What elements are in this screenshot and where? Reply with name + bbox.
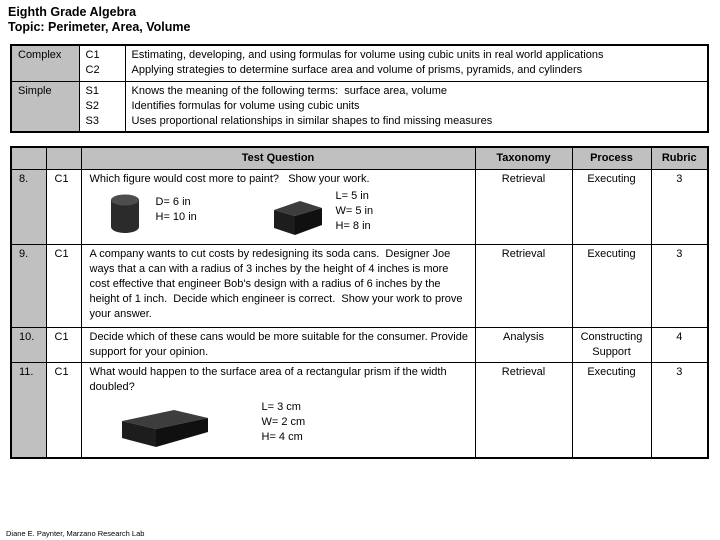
figure-area (90, 187, 469, 241)
objective-descriptions (125, 81, 708, 132)
prism-dimensions (336, 189, 374, 234)
cylinder-icon (108, 193, 142, 240)
complexity-label: Complex (11, 45, 79, 81)
rubric-value: 4 (651, 328, 708, 363)
objective-description: Uses proportional relationships in similar shapes to find missing measures (131, 114, 493, 127)
header-rubric: Rubric (651, 147, 708, 170)
questions-table (10, 146, 709, 459)
cylinder-dimensions (156, 195, 197, 225)
page-subtitle: Topic: Perimeter, Area, Volume (8, 20, 191, 34)
dimension-label: D= 6 in (155, 196, 191, 208)
title-block (8, 5, 190, 35)
process-value: Executing (572, 363, 651, 458)
dimension-label: W= 2 cm (261, 416, 306, 428)
question-number: 8. (11, 170, 46, 245)
objective-descriptions (125, 45, 708, 81)
table-row (11, 81, 708, 132)
objective-codes (79, 45, 125, 81)
objective-code: S2 (85, 99, 99, 112)
dimension-label: L= 3 cm (261, 401, 301, 413)
dimension-label: H= 8 in (335, 220, 371, 232)
question-number: 11. (11, 363, 46, 458)
objective-codes (79, 81, 125, 132)
process-value: Constructing Support (572, 328, 651, 363)
prism-icon (270, 197, 324, 242)
question-code: C1 (46, 170, 81, 245)
objective-code: S3 (85, 114, 99, 127)
process-value: Executing (572, 245, 651, 328)
footer-credit: Diane E. Paynter, Marzano Research Lab (6, 529, 145, 538)
table-row (11, 328, 708, 363)
table-row (11, 363, 708, 458)
table-row (11, 45, 708, 81)
question-cell (81, 170, 475, 245)
header-test-question: Test Question (81, 147, 475, 170)
question-text: Decide which of these cans would be more suitable for the consumer. Provide support for your opinion. (89, 331, 472, 358)
question-code: C1 (46, 245, 81, 328)
header-process: Process (572, 147, 651, 170)
table-row (11, 170, 708, 245)
question-text: A company wants to cut costs by redesigning its soda cans. Designer Joe ways that a can with a radius of 3 inches by the height of 4 inches is more cost effective that engineer Bob's design with a radius of 6 inches by the height of 1 inch. Decide which engineer is correct. Show your work to prove your answer. (89, 248, 466, 320)
objectives-table (10, 44, 709, 133)
rubric-value: 3 (651, 363, 708, 458)
question-number: 9. (11, 245, 46, 328)
header-taxonomy: Taxonomy (475, 147, 572, 170)
objective-code: C1 (85, 49, 100, 61)
question-cell (81, 328, 475, 363)
process-value: Executing (572, 170, 651, 245)
taxonomy-value: Analysis (475, 328, 572, 363)
question-code: C1 (46, 363, 81, 458)
dimension-label: L= 5 in (335, 190, 369, 202)
dimension-label: W= 5 in (335, 205, 374, 217)
dimension-label: H= 10 in (155, 211, 197, 223)
table-row (11, 245, 708, 328)
taxonomy-value: Retrieval (475, 363, 572, 458)
page-title: Eighth Grade Algebra (8, 5, 137, 19)
objective-description: Applying strategies to determine surface area and volume of prisms, pyramids, and cylinders (131, 64, 583, 76)
table-header-row (11, 147, 708, 170)
header-blank (11, 147, 46, 170)
rubric-value: 3 (651, 245, 708, 328)
objective-description: Identifies formulas for volume using cubic units (131, 99, 360, 112)
objective-code: C2 (85, 64, 100, 76)
header-blank (46, 147, 81, 170)
question-cell (81, 245, 475, 328)
rubric-value: 3 (651, 170, 708, 245)
question-code: C1 (46, 328, 81, 363)
flat-prism-dimensions (262, 400, 306, 445)
question-text: What would happen to the surface area of a rectangular prism if the width doubled? (89, 366, 450, 393)
flat-prism-icon (116, 403, 212, 456)
question-text: Which figure would cost more to paint? Show your work. (89, 173, 370, 185)
taxonomy-value: Retrieval (475, 245, 572, 328)
question-number: 10. (11, 328, 46, 363)
dimension-label: H= 4 cm (261, 431, 303, 443)
objective-description: Estimating, developing, and using formulas for volume using cubic units in real world applications (131, 49, 604, 61)
complexity-label: Simple (11, 81, 79, 132)
taxonomy-value: Retrieval (475, 170, 572, 245)
objective-code: S1 (85, 84, 99, 97)
objective-description: Knows the meaning of the following terms: surface area, volume (131, 84, 447, 97)
question-cell (81, 363, 475, 458)
figure-area (90, 395, 469, 453)
